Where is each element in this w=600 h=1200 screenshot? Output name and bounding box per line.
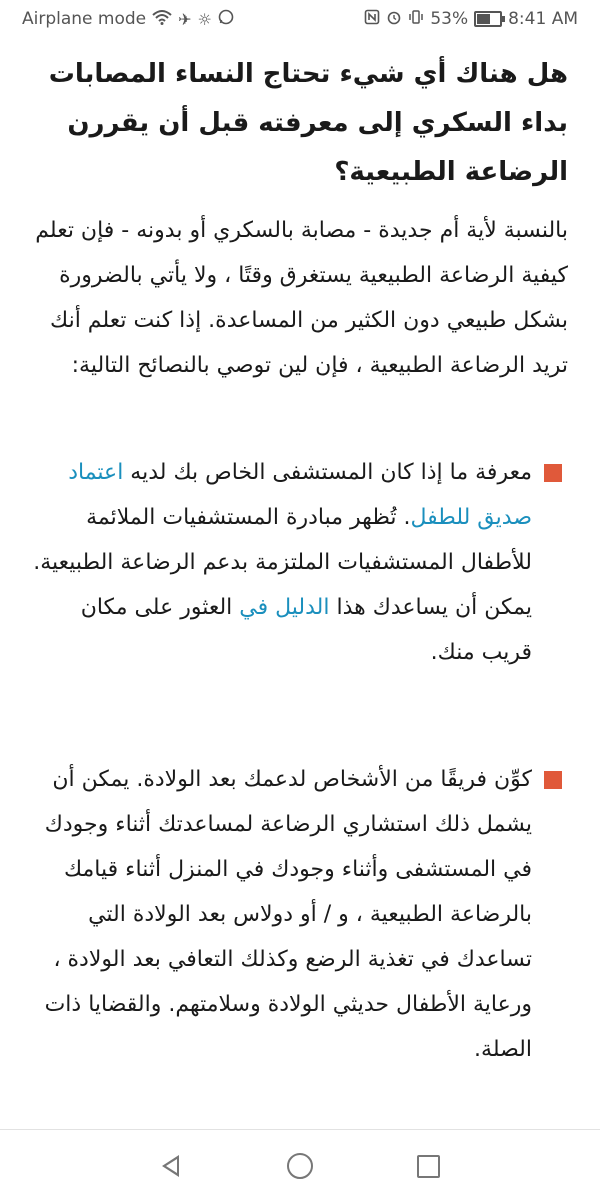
article-intro: بالنسبة لأية أم جديدة - مصابة بالسكري أو بدونه - فإن تعلم كيفية الرضاعة الطبيعية يستغرق وقتًا ، ولا يأتي بالضرورة بشكل طبيعي دون الكثير من المساعدة. إذا كنت تعلم أنك تريد الرضاعة الطبيعية ، فإن لين توصي بالنصائح التالية:	[35, 218, 568, 378]
guide-link[interactable]: الدليل في	[239, 595, 330, 620]
list-item	[28, 757, 532, 1072]
battery-icon	[474, 11, 502, 27]
bullet-square-icon	[544, 771, 562, 789]
status-bar	[0, 0, 600, 40]
alarm-icon	[386, 9, 402, 29]
home-button[interactable]	[284, 1150, 316, 1182]
article	[0, 40, 600, 1130]
status-left	[22, 9, 234, 29]
article-title: هل هناك أي شيء تحتاج النساء المصابات بداء السكري إلى معرفته قبل أن يقررن الرضاعة الطبيعية؟	[48, 59, 568, 187]
back-button[interactable]	[154, 1150, 186, 1182]
whatsapp-icon	[218, 9, 234, 29]
battery-level	[477, 14, 490, 24]
vibrate-icon	[408, 9, 424, 29]
back-icon	[162, 1155, 179, 1177]
list-item-text: العثور على مكان قريب منك.	[80, 595, 532, 665]
list-item-text: . تُظهر مبادرة المستشفيات الملائمة للأطفال المستشفيات الملتزمة بدعم الرضاعة الطبيعية. يمكن أن يساعدك هذا	[33, 505, 532, 620]
list-item	[28, 450, 532, 675]
wifi-icon	[152, 9, 172, 29]
airplane-mode-label: Airplane mode	[22, 9, 147, 29]
status-right	[364, 9, 578, 29]
recents-button[interactable]	[412, 1150, 444, 1182]
recents-icon	[417, 1155, 440, 1178]
navigation-bar	[0, 1129, 600, 1200]
airplane-icon: ✈	[178, 9, 192, 29]
battery-percent: 53%	[430, 9, 469, 29]
time: 8:41 AM	[508, 9, 578, 29]
list-item-text: كوِّن فريقًا من الأشخاص لدعمك بعد الولادة. يمكن أن يشمل ذلك استشاري الرضاعة لمساعدتك أثناء وجودك في المستشفى وأثناء وجودك في المنزل أثناء قيامك بالرضاعة الطبيعية ، و / أو دولاس بعد الولادة التي تساعدك في تغذية الرضع وكذلك التعافي بعد الولادة ، ورعاية الأطفال حديثي الولادة وسلامتهم. والقضايا ذات الصلة.	[44, 767, 532, 1062]
brightness-icon: ☼	[197, 9, 212, 29]
bullet-square-icon	[544, 464, 562, 482]
baby-friendly-link[interactable]: اعتماد صديق للطفل	[68, 460, 532, 530]
home-icon	[287, 1153, 313, 1179]
list-item-text: معرفة ما إذا كان المستشفى الخاص بك لديه	[123, 460, 532, 485]
nfc-icon	[364, 9, 380, 29]
